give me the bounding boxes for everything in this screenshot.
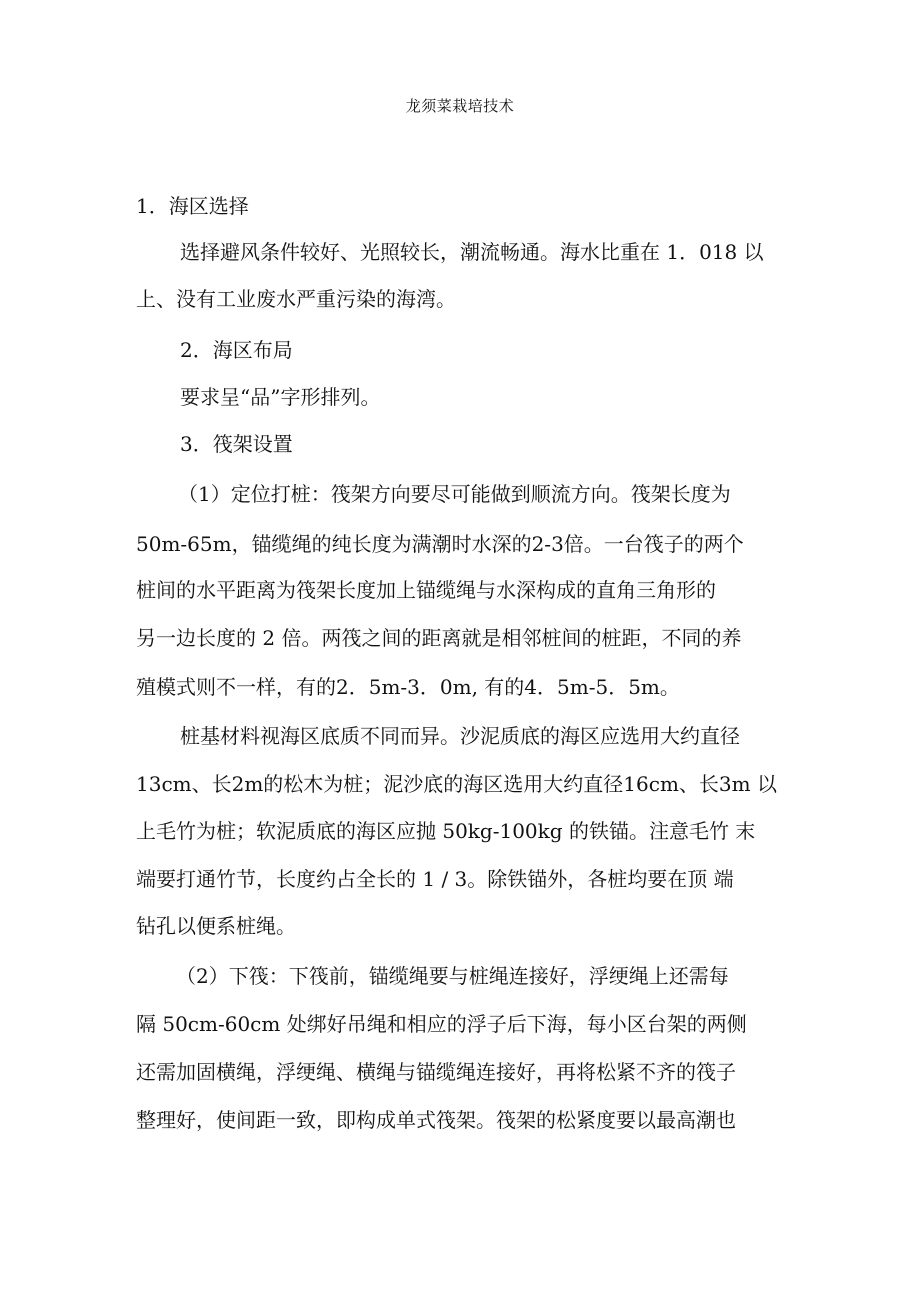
paragraph-line: 钻孔以便系桩绳。 [136,914,296,938]
section-heading-sea-area-selection: 1．海区选择 [136,194,249,218]
paragraph-line: 端要打通竹节，长度约占全长的 1 / 3。除铁锚外，各桩均要在顶 端 [136,867,734,891]
paragraph-line: 桩间的水平距离为筏架长度加上锚缆绳与水深构成的直角三角形的 [136,578,716,602]
document-title: 龙须菜栽培技术 [405,97,515,115]
paragraph-line: 50m-65m，锚缆绳的纯长度为满潮时水深的2-3倍。一台筏子的两个 [136,532,744,556]
paragraph-line: （2）下筏：下筏前，锚缆绳要与桩绳连接好，浮绠绳上还需每 [176,964,729,988]
paragraph-line: 另一边长度的 2 倍。两筏之间的距离就是相邻桩间的桩距，不同的养 [136,626,742,650]
section-heading-raft-setup: 3．筏架设置 [180,432,293,456]
paragraph-line: 要求呈“品”字形排列。 [180,385,381,409]
section-heading-sea-area-layout: 2．海区布局 [180,338,293,362]
paragraph-line: （1）定位打桩：筏架方向要尽可能做到顺流方向。筏架长度为 [178,482,731,506]
paragraph-line: 桩基材料视海区底质不同而异。沙泥质底的海区应选用大约直径 [180,724,740,748]
paragraph-line: 上、没有工业废水严重污染的海湾。 [136,287,456,311]
paragraph-line: 选择避风条件较好、光照较长，潮流畅通。海水比重在 1．018 以 [180,240,764,264]
paragraph-line: 隔 50cm-60cm 处绑好吊绳和相应的浮子后下海，每小区台架的两侧 [136,1012,747,1036]
paragraph-line: 殖模式则不一样，有的2．5m-3．0m, 有的4．5m-5．5m。 [136,675,680,699]
paragraph-line: 整理好，使间距一致，即构成单式筏架。筏架的松紧度要以最高潮也 [136,1108,736,1132]
paragraph-line: 还需加固横绳，浮绠绳、横绳与锚缆绳连接好，再将松紧不齐的筏子 [136,1060,736,1084]
paragraph-line: 13cm、长2m的松木为桩；泥沙底的海区选用大约直径16cm、长3m 以 [136,772,777,796]
paragraph-line: 上毛竹为桩；软泥质底的海区应抛 50kg-100kg 的铁锚。注意毛竹 末 [136,819,756,843]
